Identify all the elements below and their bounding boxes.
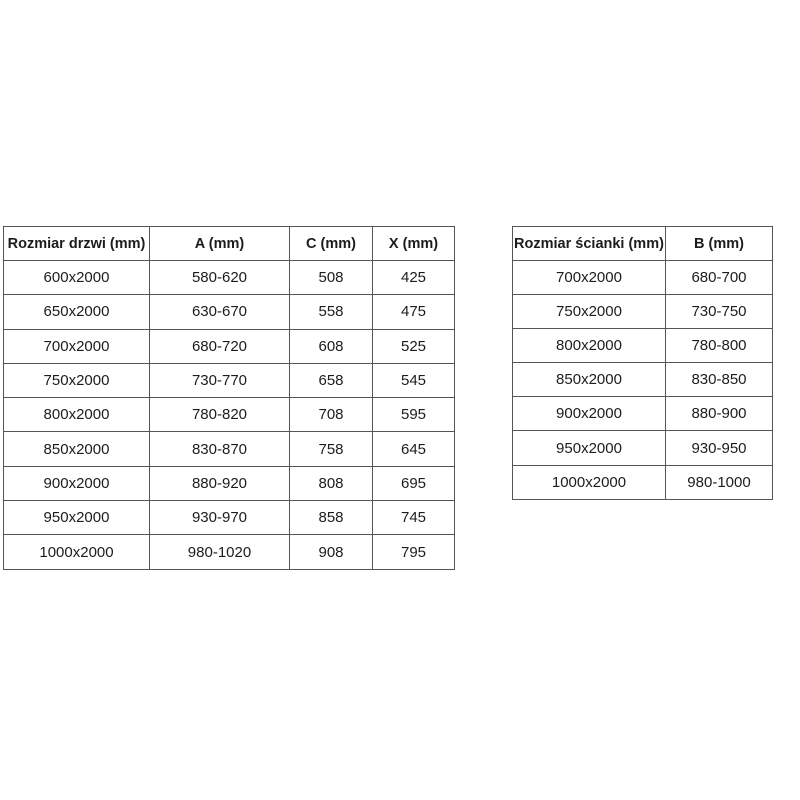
- table-cell: 558: [290, 295, 373, 329]
- table-cell: 708: [290, 398, 373, 432]
- table-cell: 695: [373, 466, 455, 500]
- table-row: [4, 295, 455, 329]
- table-cell: 900x2000: [513, 397, 666, 431]
- table-row: [4, 535, 455, 569]
- table-row: [513, 465, 773, 499]
- table-cell: 630-670: [150, 295, 290, 329]
- table-row: [4, 398, 455, 432]
- table-cell: 900x2000: [4, 466, 150, 500]
- table-row: [513, 295, 773, 329]
- wall-size-table-body: [513, 261, 773, 500]
- table-cell: 850x2000: [513, 363, 666, 397]
- table-cell: 650x2000: [4, 295, 150, 329]
- table-cell: 1000x2000: [513, 465, 666, 499]
- table-cell: 745: [373, 501, 455, 535]
- table-cell: 750x2000: [513, 295, 666, 329]
- table-cell: 800x2000: [4, 398, 150, 432]
- table-cell: 700x2000: [4, 329, 150, 363]
- table-row: [4, 363, 455, 397]
- table-cell: 858: [290, 501, 373, 535]
- table-cell: 680-700: [666, 261, 773, 295]
- table-cell: 980-1000: [666, 465, 773, 499]
- table-row: [4, 261, 455, 295]
- table-cell: 930-950: [666, 431, 773, 465]
- table-cell: 580-620: [150, 261, 290, 295]
- table-cell: 780-800: [666, 329, 773, 363]
- table-cell: 800x2000: [513, 329, 666, 363]
- table-row: [513, 329, 773, 363]
- table-cell: 608: [290, 329, 373, 363]
- table-cell: 750x2000: [4, 363, 150, 397]
- table-cell: 908: [290, 535, 373, 569]
- table-row: [4, 501, 455, 535]
- table-cell: 545: [373, 363, 455, 397]
- table-row: [4, 329, 455, 363]
- table-row: [513, 397, 773, 431]
- wall-size-table-head: [513, 227, 773, 261]
- table-cell: 808: [290, 466, 373, 500]
- table-cell: 645: [373, 432, 455, 466]
- table-header-cell: Rozmiar drzwi (mm): [4, 227, 150, 261]
- table-cell: 700x2000: [513, 261, 666, 295]
- table-cell: 730-750: [666, 295, 773, 329]
- table-header-cell: X (mm): [373, 227, 455, 261]
- table-cell: 795: [373, 535, 455, 569]
- table-header-row: [513, 227, 773, 261]
- door-size-table-head: [4, 227, 455, 261]
- table-cell: 730-770: [150, 363, 290, 397]
- table-row: [513, 261, 773, 295]
- table-cell: 1000x2000: [4, 535, 150, 569]
- table-cell: 950x2000: [4, 501, 150, 535]
- table-row: [513, 431, 773, 465]
- table-cell: 830-870: [150, 432, 290, 466]
- table-cell: 930-970: [150, 501, 290, 535]
- table-cell: 830-850: [666, 363, 773, 397]
- table-header-row: [4, 227, 455, 261]
- table-row: [4, 432, 455, 466]
- table-row: [4, 466, 455, 500]
- table-cell: 758: [290, 432, 373, 466]
- table-cell: 780-820: [150, 398, 290, 432]
- table-cell: 850x2000: [4, 432, 150, 466]
- table-cell: 525: [373, 329, 455, 363]
- table-header-cell: A (mm): [150, 227, 290, 261]
- table-row: [513, 363, 773, 397]
- table-cell: 425: [373, 261, 455, 295]
- door-size-table: [3, 226, 455, 570]
- table-cell: 680-720: [150, 329, 290, 363]
- table-cell: 600x2000: [4, 261, 150, 295]
- table-cell: 658: [290, 363, 373, 397]
- door-size-table-body: [4, 261, 455, 570]
- table-cell: 880-920: [150, 466, 290, 500]
- table-cell: 508: [290, 261, 373, 295]
- table-header-cell: C (mm): [290, 227, 373, 261]
- table-cell: 980-1020: [150, 535, 290, 569]
- table-cell: 950x2000: [513, 431, 666, 465]
- table-header-cell: Rozmiar ścianki (mm): [513, 227, 666, 261]
- table-cell: 595: [373, 398, 455, 432]
- wall-size-table: [512, 226, 773, 500]
- table-cell: 475: [373, 295, 455, 329]
- table-cell: 880-900: [666, 397, 773, 431]
- table-header-cell: B (mm): [666, 227, 773, 261]
